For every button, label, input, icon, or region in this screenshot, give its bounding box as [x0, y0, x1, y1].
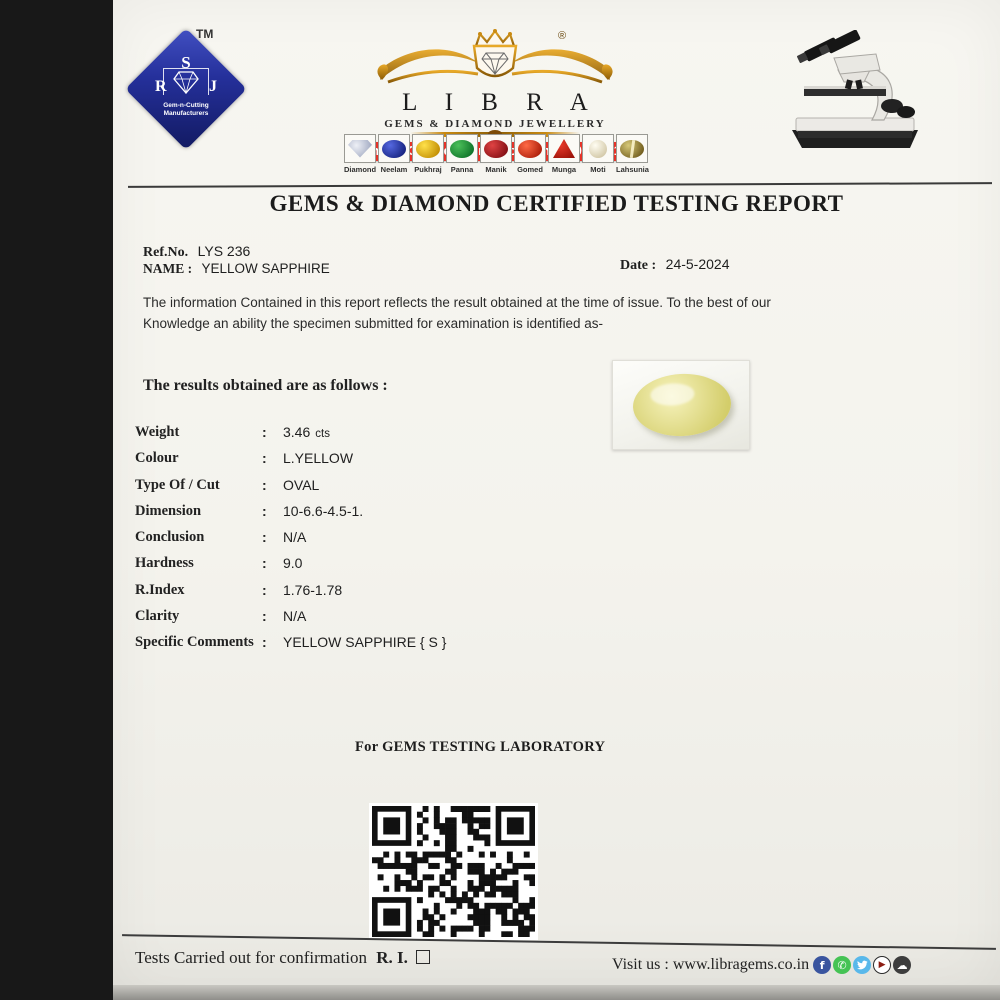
gem-label: Munga — [551, 165, 577, 174]
result-colon: : — [262, 608, 267, 625]
result-value: 9.0 — [283, 555, 303, 572]
photo-shadow-edge — [113, 985, 1000, 1000]
microscope-image — [768, 30, 938, 152]
gem-box — [616, 134, 648, 163]
gem-cell-gomed — [514, 134, 546, 174]
gomed-gem-icon — [518, 140, 542, 158]
crown-flourish-icon — [352, 28, 638, 90]
result-label: Specific Comments — [135, 634, 254, 651]
gem-label: Manik — [485, 165, 507, 174]
munga-gem-icon — [553, 139, 575, 158]
weight-value: 3.46 — [283, 424, 311, 440]
srj-logo-inner — [143, 46, 229, 132]
diamond-gem-icon — [348, 140, 372, 158]
pukhraj-gem-icon — [416, 140, 440, 158]
result-value: OVAL — [283, 476, 320, 493]
result-colon: : — [262, 581, 267, 598]
report-title: GEMS & DIAMOND CERTIFIED TESTING REPORT — [269, 191, 844, 216]
diamond-icon — [173, 70, 199, 94]
gem-box — [514, 134, 546, 163]
gem-box — [344, 134, 376, 163]
gem-cell-moti — [582, 134, 614, 174]
date-row — [620, 256, 729, 274]
result-row-dimension — [135, 503, 555, 529]
results-heading: The results obtained are as follows : — [143, 377, 388, 394]
result-colon: : — [262, 476, 267, 493]
libra-brand-name: L I B R A — [402, 89, 599, 116]
result-colon: : — [262, 529, 267, 546]
tests-text: Tests Carried out for confirmation — [135, 948, 368, 967]
gem-cell-pukhraj — [412, 134, 444, 174]
result-row-rindex — [135, 582, 555, 608]
gem-box — [582, 134, 614, 163]
moti-gem-icon — [589, 140, 607, 158]
result-value — [283, 424, 330, 440]
gem-label: Diamond — [344, 165, 377, 174]
ref-value: LYS 236 — [197, 243, 251, 259]
result-row-weight — [135, 424, 555, 450]
srj-letter-r: R — [155, 78, 167, 95]
result-label: Clarity — [135, 608, 180, 625]
ref-number-row — [143, 243, 250, 261]
result-value: N/A — [283, 608, 307, 625]
result-colon: : — [262, 424, 267, 440]
result-row-clarity — [135, 608, 555, 634]
result-row-hardness — [135, 555, 555, 581]
footer-visit-row — [612, 956, 911, 974]
gem-box — [480, 134, 512, 163]
intro-paragraph: The information Contained in this report reflects the result obtained at the time of issue. To the best of our Knowledge an ability the specimen submitted for examination is identified as- — [143, 295, 771, 331]
result-colon: : — [262, 555, 267, 572]
whatsapp-icon: ✆ — [833, 956, 851, 974]
specimen-name-row — [143, 261, 330, 277]
srj-caption-line1: Gem-n-Cutting — [163, 102, 209, 109]
result-colon: : — [262, 450, 267, 467]
registered-symbol: ® — [558, 30, 567, 42]
srj-letter-s: S — [181, 53, 191, 72]
gem-label: Pukhraj — [414, 165, 442, 174]
result-label: Weight — [135, 424, 180, 440]
libra-crown-wrap — [352, 28, 638, 90]
twitter-icon — [853, 956, 871, 974]
result-label: R.Index — [135, 581, 185, 598]
visit-text: Visit us : www.libragems.co.in — [612, 956, 810, 973]
gem-box — [378, 134, 410, 163]
gem-reference-row — [344, 134, 648, 174]
result-row-colour — [135, 450, 555, 476]
social-icons — [813, 956, 911, 974]
laboratory-signature-line: For GEMS TESTING LABORATORY — [355, 739, 606, 755]
gem-cell-manik — [480, 134, 512, 174]
ref-label: Ref.No. — [143, 245, 189, 260]
result-value: YELLOW SAPPHIRE { S } — [283, 634, 447, 651]
facebook-icon: f — [813, 956, 831, 974]
gem-cell-diamond — [344, 134, 376, 174]
gem-box — [548, 134, 580, 163]
srj-letter-j: J — [209, 78, 217, 95]
srj-caption — [143, 102, 229, 118]
date-value: 24-5-2024 — [665, 256, 730, 272]
result-value: 1.76-1.78 — [283, 581, 343, 598]
result-row-specific-comments — [135, 634, 555, 660]
result-label: Hardness — [135, 555, 194, 572]
libra-subtitle: GEMS & DIAMOND JEWELLERY — [384, 118, 606, 130]
gem-cell-munga — [548, 134, 580, 174]
yellow-sapphire-image — [631, 371, 732, 438]
cloud-icon: ☁ — [893, 956, 911, 974]
qr-code — [372, 806, 535, 937]
srj-logo — [125, 28, 247, 150]
gem-label: Lahsunia — [616, 165, 649, 174]
gem-cell-lahsunia — [616, 134, 648, 174]
footer-tests-note — [135, 948, 430, 968]
play-icon: ▶ — [873, 956, 891, 974]
result-value: 10-6.6-4.5-1. — [283, 502, 364, 519]
ri-label: R. I. — [376, 948, 408, 967]
name-value: YELLOW SAPPHIRE — [201, 261, 330, 276]
result-row-type-cut — [135, 477, 555, 503]
gem-label: Gomed — [517, 165, 543, 174]
lahsunia-gem-icon — [620, 140, 644, 158]
results-table — [135, 424, 555, 661]
weight-unit: cts — [315, 428, 330, 440]
name-label: NAME : — [143, 261, 193, 276]
result-value: N/A — [283, 529, 307, 546]
neelam-gem-icon — [382, 140, 406, 158]
gem-cell-panna — [446, 134, 478, 174]
gem-box — [412, 134, 444, 163]
date-label: Date : — [620, 258, 657, 273]
result-colon: : — [262, 634, 267, 651]
ri-checkbox — [416, 950, 430, 964]
specimen-photo — [612, 360, 750, 450]
gem-cell-neelam — [378, 134, 410, 174]
gem-label: Panna — [450, 165, 474, 174]
result-value: L.YELLOW — [283, 450, 354, 467]
result-label: Dimension — [135, 502, 202, 519]
srj-caption-line2: Manufacturers — [163, 110, 209, 118]
gem-label: Moti — [590, 165, 606, 174]
result-colon: : — [262, 502, 267, 519]
iso-certification-banner: Gems — [353, 142, 636, 161]
result-label: Conclusion — [135, 529, 205, 546]
result-row-conclusion — [135, 529, 555, 555]
trademark-symbol: TM — [196, 27, 214, 41]
manik-gem-icon — [484, 140, 508, 158]
result-label: Colour — [135, 450, 179, 467]
panna-gem-icon — [450, 140, 474, 158]
gem-label: Neelam — [380, 165, 408, 174]
gem-box — [446, 134, 478, 163]
result-label: Type Of / Cut — [135, 476, 220, 493]
